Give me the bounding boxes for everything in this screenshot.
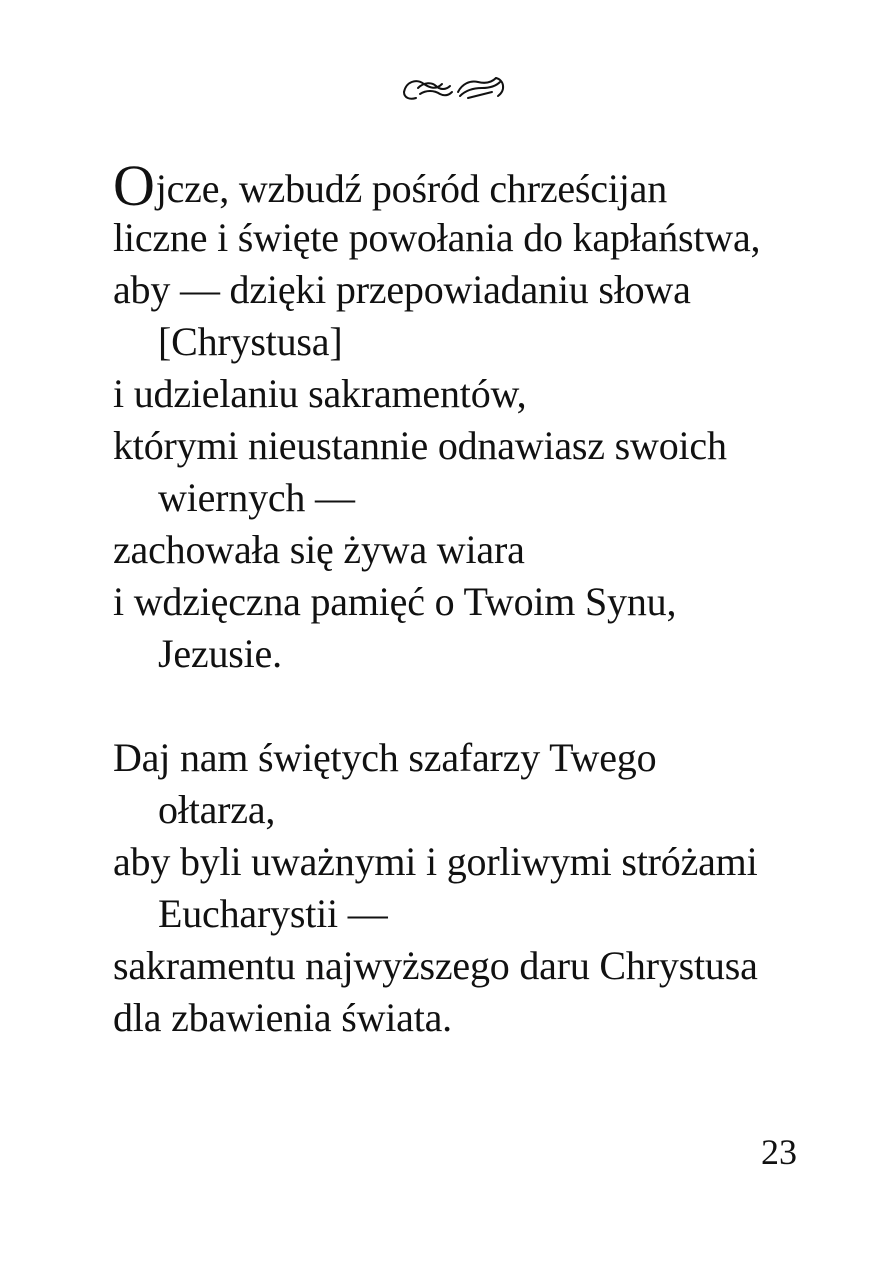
poem-text	[113, 153, 873, 1044]
poem-line-continuation: Eucharystii —	[158, 891, 388, 936]
poem-line: sakramentu najwyższego daru Chrystusa	[113, 943, 758, 988]
stanza-gap	[113, 680, 873, 732]
poem-line-continuation: ołtarza,	[158, 787, 276, 832]
poem-line-text: jcze, wzbudź pośród chrześcijan	[155, 166, 668, 211]
poem-line: i udzielaniu sakramentów,	[113, 371, 527, 416]
poem-line-continuation: Jezusie.	[158, 631, 282, 676]
page-number: 23	[761, 1132, 797, 1172]
poem-line: aby — dzięki przepowiadaniu słowa	[113, 267, 691, 312]
poem-line-continuation: wiernych —	[158, 475, 355, 520]
poem-line: i wdzięczna pamięć o Twoim Synu,	[113, 579, 677, 624]
swirl-ornament-icon	[398, 70, 510, 104]
poem-line-continuation: [Chrystusa]	[158, 319, 343, 364]
poem-line: zachowała się żywa wiara	[113, 527, 525, 572]
poem-line: Daj nam świętych szafarzy Twego	[113, 735, 657, 780]
poem-line: liczne i święte powołania do kapłaństwa,	[113, 215, 761, 260]
poem-line: dla zbawienia świata.	[113, 995, 452, 1040]
poem-line: aby byli uważnymi i gorliwymi stróżami	[113, 839, 758, 884]
poem-line	[113, 153, 873, 218]
poem-line: którymi nieustannie odnawiasz swoich	[113, 423, 727, 468]
drop-cap: O	[113, 153, 155, 218]
